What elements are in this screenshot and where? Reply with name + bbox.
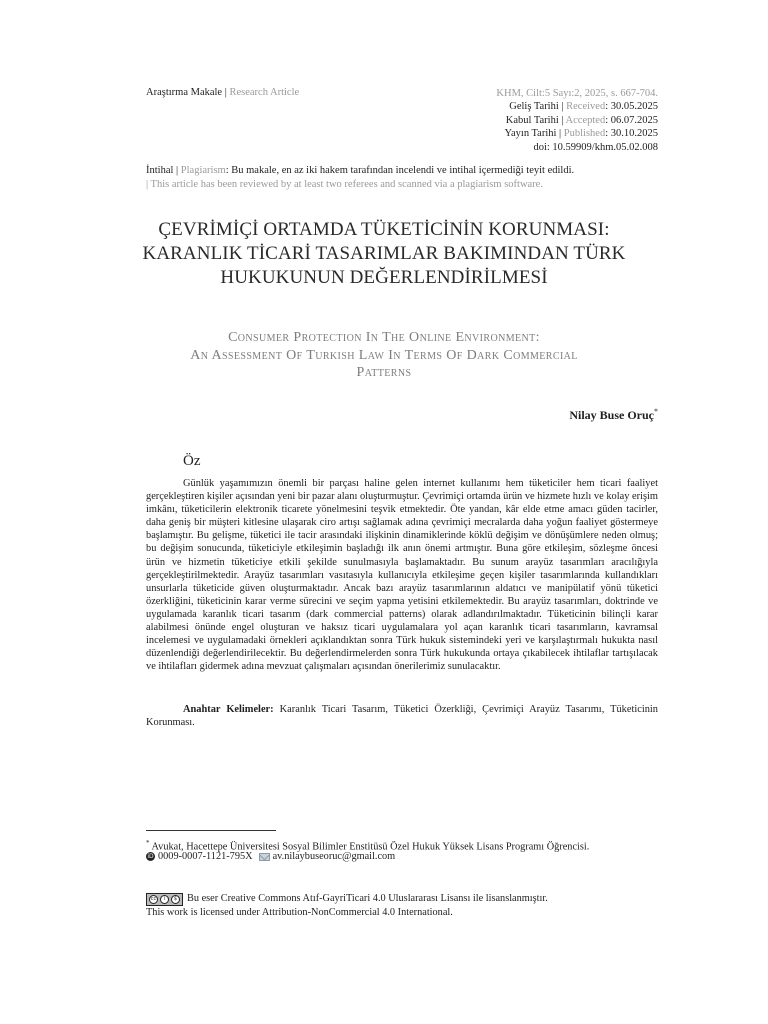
email-icon [259, 853, 270, 861]
author-contact [146, 851, 395, 862]
title-english: Consumer Protection In The Online Environment: An Assessment Of Turkish Law In Terms Of Dark Commercial Patterns [190, 330, 578, 381]
title-turkish: ÇEVRİMİÇİ ORTAMDA TÜKETİCİNİN KORUNMASI: KARANLIK TİCARİ TASARIMLAR BAKIMINDAN TÜRK HUKUKUNUN DEĞERLENDİRİLMESİ [142, 219, 626, 288]
creative-commons-icon[interactable]: cc i $ [146, 893, 183, 906]
article-meta [496, 87, 658, 154]
author-name: Nilay Buse Oruç* [569, 407, 658, 422]
accepted-line: Kabul Tarihi | Accepted: 06.07.2025 [505, 114, 658, 126]
doi[interactable]: doi: 10.59909/khm.05.02.008 [533, 141, 658, 153]
keywords: Anahtar Kelimeler: Karanlık Ticari Tasarım, Tüketici Özerkliği, Çevrimiçi Arayüz Tasarımı, Tüketicinin Korunması. [146, 704, 658, 729]
abstract-heading: Öz [183, 453, 201, 469]
license-en: This work is licensed under Attribution-NonCommercial 4.0 International. [146, 907, 453, 918]
footnote-divider [146, 830, 276, 831]
license-tr: Bu eser Creative Commons Atıf-GayriTicari 4.0 Uluslararası Lisansı ile lisanslanmıştır. [187, 893, 548, 904]
abstract-text: Günlük yaşamımızın önemli bir parçası haline gelen internet kullanımı hem tüketiciler hem ticari faaliyet gerçekleştiren kişiler açısından yeni bir pazar alanı oluşturmuştur. Çevrimiçi ortamda ürün ve hizmete hızlı ve kolay erişim imkânı, tüketicilerin elektronik ticarete yönelmesini teşvik etmektedir. Öte yandan, kâr elde etme amacı güden tacirler, daha geniş bir müşteri kitlesine ulaşarak ciro artışı sağlamak adına çevrimiçi mecralarda daha yoğun faaliyet göstermeye başlamıştır. Bu gelişme, tüketici ile tacir arasındaki ilişkinin dinamiklerinde köklü değişim ve dönüşümlere neden olmuş; bu değişim sonucunda, tüketiciyle etkileşimin başladığı ilk anın önemi artmıştır. Buna göre etkileşim, sözleşme öncesi ürün ve hizmetin tüketiciye etkili şekilde sunulmasıyla başlamaktadır. Bu sunum arayüz tasarımları aracılığıyla gerçekleştirilmektedir. Arayüz tasarımları vasıtasıyla kullanıcıyla etkileşime geçen kişiler tasarımlarında kullandıkları unsurlarla tüketicide güven oluşturmaktadır. Ancak bazı arayüz tasarımlarının aldatıcı ve manipülatif yönü tüketici özerkliğini, tüketicinin karar verme sürecini ve seçim yapma yetisini etkilemektedir. Bu arayüz tasarımları, doktrinde ve uygulamada karanlık ticari tasarım (dark commercial patterns) olarak adlandırılmaktadır. Tüketicinin bilinçli karar alabilmesi önünde engel oluşturan ve haksız ticari uygulamalara yol açan karanlık ticari tasarımların, kavramsal incelemesi ve uygulamadaki örnekleri açıklandıktan sonra Türk hukuk sistemindeki yeri ve karşılaştırmalı hukukta nasıl düzenlendiği değerlendirilecektir. Bu değerlendirmelerden sonra Türk hukukunda ortaya çıkabilecek ihtilaflar tartışılacak ve ihtilafları gidermek adına mevzuat çalışmaları açısından önerilerimiz sunulacaktır. [146, 478, 658, 673]
license-notice [146, 892, 548, 920]
article-type-tr: Araştırma Makale [146, 87, 223, 98]
orcid-id[interactable]: 0009-0007-1121-795X [158, 851, 253, 862]
article-type-en: Research Article [229, 87, 300, 98]
published-line: Yayın Tarihi | Published: 30.10.2025 [504, 128, 658, 140]
citation: KHM, Cilt:5 Sayı:2, 2025, s. 667-704. [496, 88, 658, 99]
received-line: Geliş Tarihi | Received: 30.05.2025 [509, 101, 658, 113]
plagiarism-notice: İntihal | Plagiarism: Bu makale, en az iki hakem tarafından incelendi ve intihal içermediği teyit edildi. | This article has been reviewed by at least two referees and scanned via a plagiarism software. [146, 165, 575, 190]
orcid-icon[interactable]: iD [147, 853, 154, 860]
article-type: Araştırma Makale | Research Article [146, 87, 300, 98]
email-address[interactable]: av.nilaybuseoruc@gmail.com [272, 851, 396, 862]
author-footnote: * Avukat, Hacettepe Üniversitesi Sosyal Bilimler Enstitüsü Özel Hukuk Yüksek Lisans Programı Öğrencisi. [146, 839, 590, 853]
